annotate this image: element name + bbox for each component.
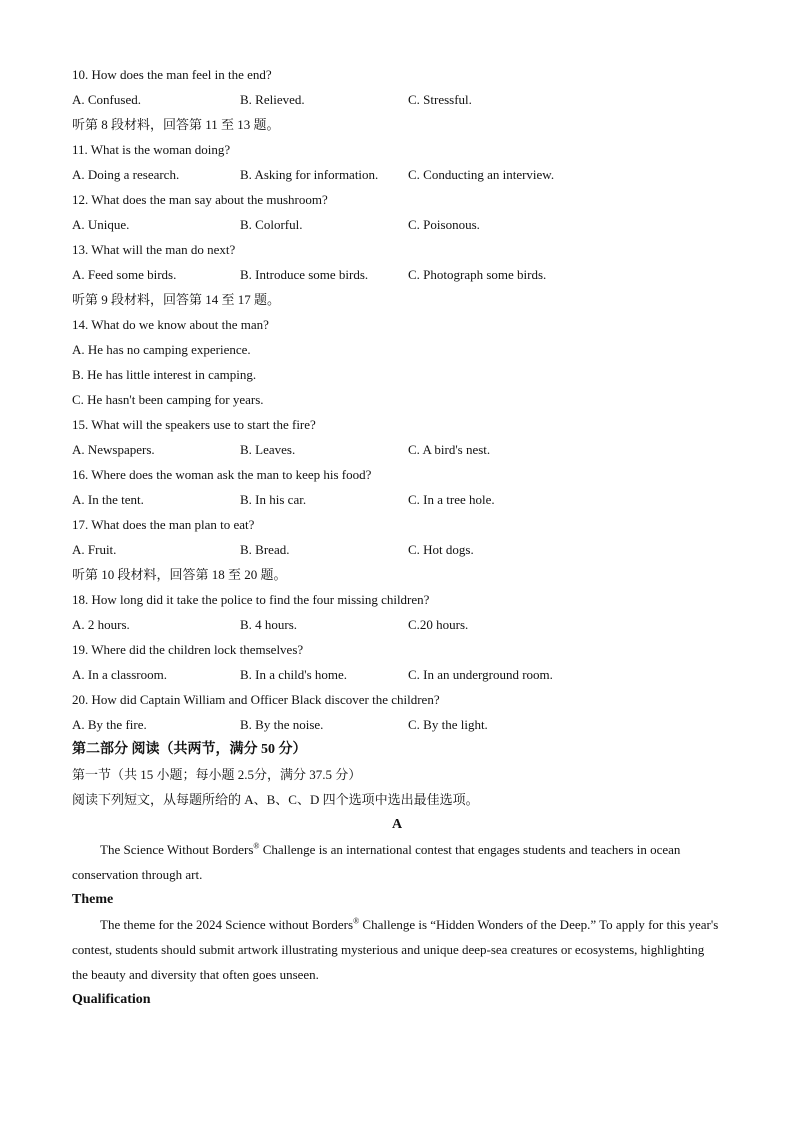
question-text: 19. Where did the children lock themselves? [72, 642, 304, 657]
options-row [72, 537, 722, 562]
question-text: 18. How long did it take the police to find the four missing children? [72, 592, 430, 607]
option-b: B. Asking for information. [240, 167, 379, 182]
section-instruction: 听第 8 段材料，回答第 11 至 13 题。 [72, 117, 280, 132]
question-text: 15. What will the speakers use to start the fire? [72, 417, 316, 432]
options-row [72, 162, 722, 187]
options-row [72, 712, 722, 737]
option-a: A. He has no camping experience. [72, 342, 251, 357]
option-a: A. Fruit. [72, 542, 117, 557]
question-text: 11. What is the woman doing? [72, 142, 231, 157]
option-c: C. In an underground room. [408, 667, 553, 682]
option-a: A. Feed some birds. [72, 267, 177, 282]
option-b: B. He has little interest in camping. [72, 367, 257, 382]
question-text: 16. Where does the woman ask the man to keep his food? [72, 467, 372, 482]
option-a: A. Confused. [72, 92, 141, 107]
options-row [72, 612, 722, 637]
registered-mark: ® [253, 841, 260, 851]
options-row [72, 437, 722, 462]
options-row [72, 87, 722, 112]
option-b: B. Introduce some birds. [240, 267, 369, 282]
passage-label: A [391, 817, 403, 832]
theme-text-pre: The theme for the 2024 Science without Borders [100, 917, 354, 932]
reading-section-title: 第一节（共 15 小题；每小题 2.5分，满分 37.5 分） [72, 767, 362, 782]
intro-text-pre: The Science Without Borders [100, 842, 254, 857]
question-text: 13. What will the man do next? [72, 242, 236, 257]
option-c: C. Poisonous. [408, 217, 480, 232]
option-b: B. 4 hours. [240, 617, 298, 632]
option-a: A. By the fire. [72, 717, 147, 732]
intro-text-post: Challenge is an international contest that engages students and teachers in ocean conservation through art. [72, 842, 681, 882]
option-c: C. Hot dogs. [408, 542, 474, 557]
option-a: A. Newspapers. [72, 442, 155, 457]
option-b: B. Colorful. [240, 217, 303, 232]
option-c: C. Stressful. [408, 92, 472, 107]
option-b: B. By the noise. [240, 717, 324, 732]
option-c: C. A bird's nest. [408, 442, 491, 457]
option-c: C. Conducting an interview. [408, 167, 555, 182]
theme-text-post: Challenge is “Hidden Wonders of the Deep.” To apply for this year's contest, students should submit artwork illustrating mysterious and unique deep-sea creatures or ecosystems, highlighting the beauty and diversity that often goes unseen. [72, 917, 719, 982]
qualification-heading: Qualification [72, 992, 151, 1007]
section-instruction: 听第 9 段材料，回答第 14 至 17 题。 [72, 292, 281, 307]
question-text: 20. How did Captain William and Officer Black discover the children? [72, 692, 440, 707]
theme-paragraph [72, 912, 722, 987]
reading-instruction: 阅读下列短文，从每题所给的 A、B、C、D 四个选项中选出最佳选项。 [72, 792, 479, 807]
document-page [72, 62, 722, 1012]
options-row [72, 262, 722, 287]
question-text: 12. What does the man say about the mushroom? [72, 192, 328, 207]
option-c: C. He hasn't been camping for years. [72, 392, 264, 407]
question-text: 10. How does the man feel in the end? [72, 67, 272, 82]
theme-heading: Theme [72, 892, 114, 907]
option-a: A. 2 hours. [72, 617, 130, 632]
question-text: 14. What do we know about the man? [72, 317, 269, 332]
option-b: B. Leaves. [240, 442, 296, 457]
option-a: A. Unique. [72, 217, 130, 232]
option-b: B. Bread. [240, 542, 290, 557]
registered-mark-2: ® [353, 916, 360, 926]
option-a: A. Doing a research. [72, 167, 180, 182]
section-instruction: 听第 10 段材料，回答第 18 至 20 题。 [72, 567, 287, 582]
option-b: B. In a child's home. [240, 667, 348, 682]
option-c: C.20 hours. [408, 617, 469, 632]
option-c: C. By the light. [408, 717, 488, 732]
option-a: A. In the tent. [72, 492, 144, 507]
options-row [72, 487, 722, 512]
question-text: 17. What does the man plan to eat? [72, 517, 255, 532]
option-a: A. In a classroom. [72, 667, 167, 682]
intro-paragraph [72, 837, 722, 887]
option-b: B. Relieved. [240, 92, 305, 107]
options-row [72, 662, 722, 687]
option-c: C. Photograph some birds. [408, 267, 547, 282]
options-row [72, 212, 722, 237]
option-b: B. In his car. [240, 492, 307, 507]
reading-part-title: 第二部分 阅读（共两节，满分 50 分） [72, 742, 307, 757]
listening-section [72, 62, 722, 737]
option-c: C. In a tree hole. [408, 492, 495, 507]
